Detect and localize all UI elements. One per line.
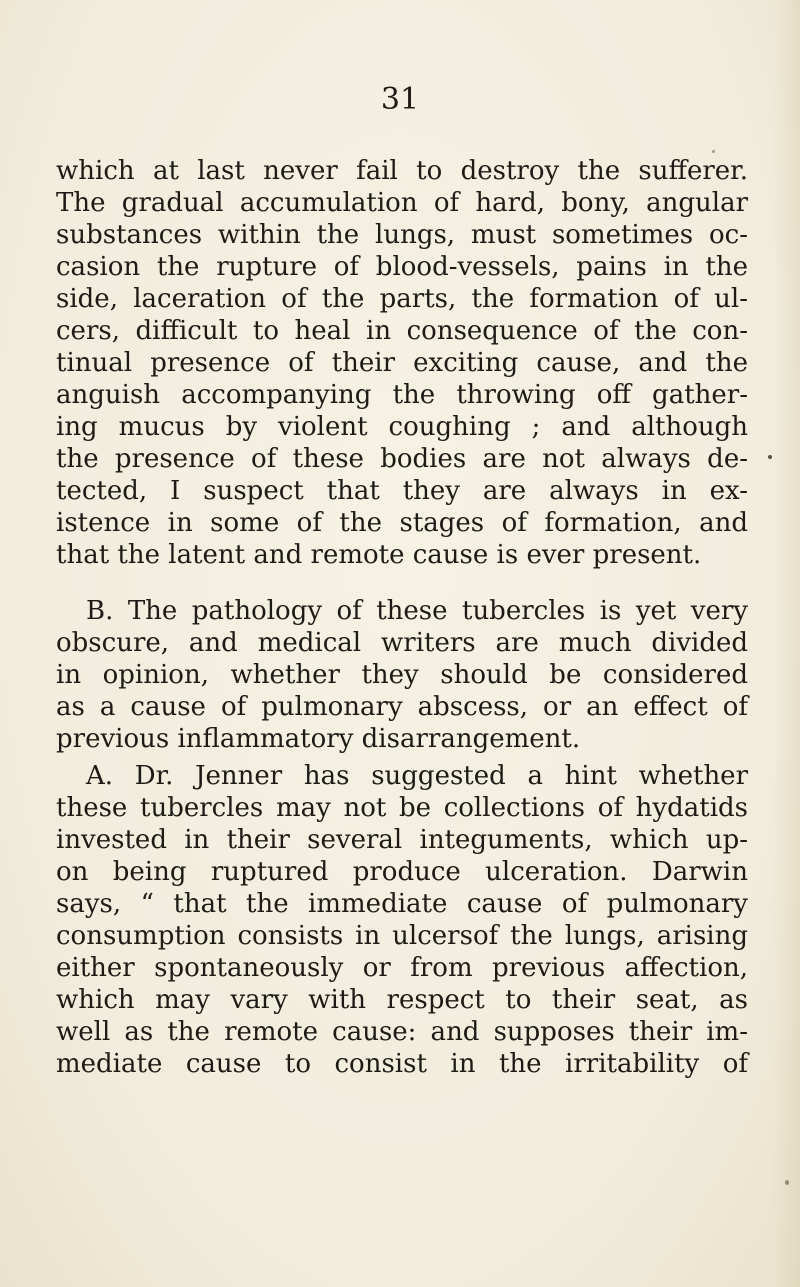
ink-speck — [712, 150, 715, 153]
text-line: either spontaneously or from previous affection, — [56, 953, 748, 983]
ink-speck — [785, 1180, 789, 1185]
paragraph-b — [56, 595, 748, 755]
text-line: which at last never fail to destroy the sufferer. — [56, 156, 748, 186]
text-line: mediate cause to consist in the irritability of — [56, 1049, 748, 1079]
text-line: consumption consists in ulcersof the lungs, arising — [56, 921, 748, 951]
text-line: says, “ that the immediate cause of pulmonary — [56, 889, 748, 919]
text-line: in opinion, whether they should be considered — [56, 660, 748, 690]
text-line: invested in their several integuments, which up- — [56, 825, 748, 855]
paragraph-1 — [56, 155, 748, 571]
text-line: previous inflammatory disarrangement. — [56, 724, 581, 754]
text-line: as a cause of pulmonary abscess, or an effect of — [56, 692, 748, 722]
text-line: well as the remote cause: and supposes their im- — [56, 1017, 748, 1047]
text-line: casion the rupture of blood-vessels, pains in the — [56, 252, 748, 282]
text-line: ing mucus by violent coughing ; and although — [56, 412, 748, 442]
text-line: tinual presence of their exciting cause, and the — [56, 348, 748, 378]
text-line: istence in some of the stages of formation, and — [56, 508, 748, 538]
text-line: cers, difficult to heal in consequence of the con- — [56, 316, 748, 346]
page-number: 31 — [380, 82, 420, 117]
text-line: A. Dr. Jenner has suggested a hint whether — [86, 761, 748, 791]
text-line: that the latent and remote cause is ever present. — [56, 540, 702, 570]
ink-speck — [768, 455, 772, 459]
text-line: substances within the lungs, must sometimes oc- — [56, 220, 748, 250]
text-line: the presence of these bodies are not always de- — [56, 444, 748, 474]
text-line: obscure, and medical writers are much divided — [56, 628, 748, 658]
paragraph-a — [56, 760, 748, 1080]
text-line: tected, I suspect that they are always in ex- — [56, 476, 748, 506]
text-line: B. The pathology of these tubercles is yet very — [86, 596, 748, 626]
text-line: which may vary with respect to their seat, as — [56, 985, 748, 1015]
text-line: The gradual accumulation of hard, bony, angular — [56, 188, 748, 218]
page-edge-stain — [772, 0, 800, 1287]
text-line: anguish accompanying the throwing off gather- — [56, 380, 748, 410]
text-line: on being ruptured produce ulceration. Darwin — [56, 857, 748, 887]
text-line: these tubercles may not be collections of hydatids — [56, 793, 748, 823]
text-line: side, laceration of the parts, the formation of ul- — [56, 284, 748, 314]
